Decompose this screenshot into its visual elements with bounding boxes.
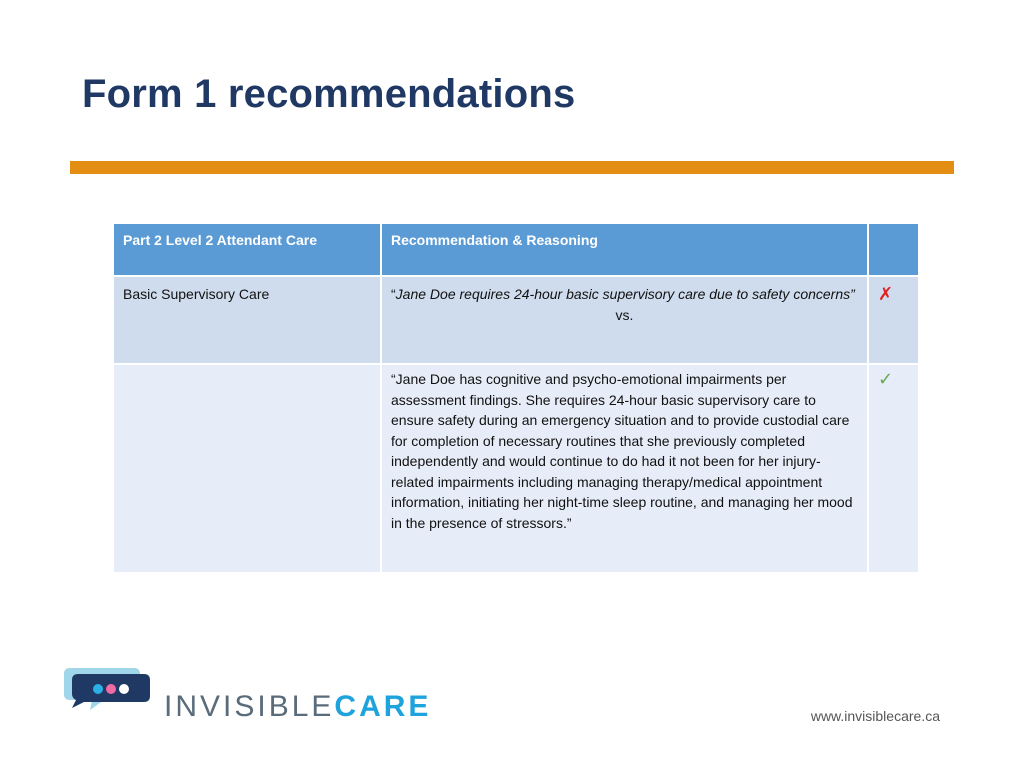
open-quote: “ [391,286,396,302]
header-status [868,223,919,276]
invisiblecare-logo [64,664,444,728]
table-row [113,276,919,364]
row-recommendation [381,276,868,364]
slide-title: Form 1 recommendations [82,72,576,116]
row-status [868,364,919,573]
check-mark-icon: ✓ [878,369,894,389]
logo-wordmark [164,690,431,724]
row-category [113,364,381,573]
table-header-row [113,223,919,276]
header-category: Part 2 Level 2 Attendant Care [113,223,381,276]
footer-website: www.invisiblecare.ca [810,708,940,724]
header-recommendation: Recommendation & Reasoning [381,223,868,276]
recommendation-quote: Jane Doe requires 24-hour basic supervisory care due to safety concerns” [395,286,855,302]
recommendations-table [112,222,920,574]
logo-text-care: CARE [334,690,432,723]
table-row [113,364,919,573]
chat-bubble-icon [64,664,154,714]
cross-mark-icon: ✗ [878,284,894,304]
row-recommendation: “Jane Doe has cognitive and psycho-emotional impairments per assessment findings. She requires 24-hour basic supervisory care to ensure safety during an emergency situation and to provide custodial care for completion of necessary routines that she previously completed independently and would continue to do had it not been for her injury-related impairments including managing therapy/medical appointment information, initiating her night-time sleep routine, and managing her mood in the presence of stressors.” [381,364,868,573]
logo-text-invisible: INVISIBLE [164,690,335,723]
row-category: Basic Supervisory Care [113,276,381,364]
row-status [868,276,919,364]
versus-label: vs. [615,306,634,323]
title-underline-bar [70,161,954,174]
